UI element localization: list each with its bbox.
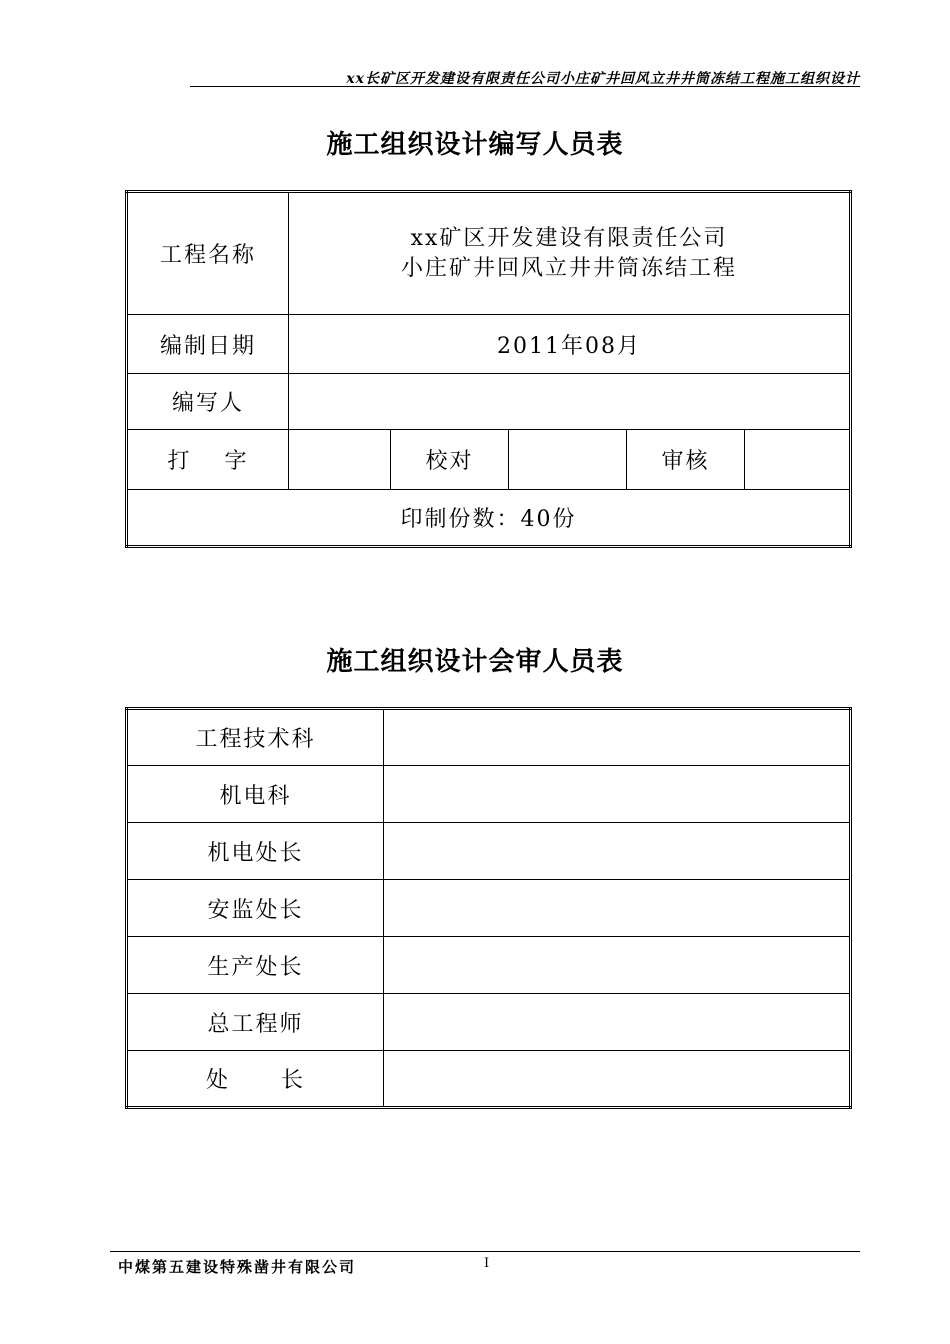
reviewer-row	[127, 880, 851, 937]
typing-row	[127, 430, 851, 490]
reviewer-label: 生产处长	[127, 937, 384, 994]
writer-value	[289, 374, 851, 430]
reviewer-row	[127, 709, 851, 766]
review-value	[745, 430, 851, 490]
compilers-table-title: 施工组织设计编写人员表	[326, 130, 624, 160]
reviewer-label: 处 长	[127, 1051, 384, 1108]
reviewers-table	[125, 707, 852, 1109]
project-name-value	[289, 192, 851, 315]
header-rule	[190, 86, 860, 87]
reviewer-row	[127, 823, 851, 880]
reviewer-signature	[384, 994, 851, 1051]
reviewer-signature	[384, 709, 851, 766]
reviewer-row	[127, 994, 851, 1051]
proofread-value	[509, 430, 627, 490]
reviewer-signature	[384, 766, 851, 823]
footer-rule	[110, 1251, 860, 1252]
page-number: I	[484, 1256, 490, 1271]
compilers-table	[125, 190, 852, 548]
reviewer-label: 安监处长	[127, 880, 384, 937]
running-header: xx长矿区开发建设有限责任公司小庄矿井回风立井井筒冻结工程施工组织设计	[346, 71, 860, 87]
date-value: 2011年08月	[289, 315, 851, 374]
typing-value	[289, 430, 391, 490]
reviewer-label: 工程技术科	[127, 709, 384, 766]
date-label: 编制日期	[127, 315, 289, 374]
reviewer-label: 总工程师	[127, 994, 384, 1051]
writer-label: 编写人	[127, 374, 289, 430]
reviewer-row	[127, 937, 851, 994]
writer-row	[127, 374, 851, 430]
reviewer-row	[127, 1051, 851, 1108]
project-name-label: 工程名称	[127, 192, 289, 315]
footer-company: 中煤第五建设特殊凿井有限公司	[118, 1258, 357, 1276]
reviewer-label: 机电处长	[127, 823, 384, 880]
reviewer-row	[127, 766, 851, 823]
project-name-line2: 小庄矿井回风立井井筒冻结工程	[401, 255, 738, 281]
project-name-row	[127, 192, 851, 315]
review-label: 审核	[627, 430, 745, 490]
reviewers-table-title: 施工组织设计会审人员表	[326, 647, 624, 677]
reviewer-label: 机电科	[127, 766, 384, 823]
project-name-line1: xx矿区开发建设有限责任公司	[410, 225, 728, 251]
reviewer-signature	[384, 823, 851, 880]
reviewer-signature	[384, 1051, 851, 1108]
copies-row	[127, 490, 851, 547]
reviewer-signature	[384, 937, 851, 994]
copies-text: 印制份数：40份	[127, 490, 851, 547]
date-row	[127, 315, 851, 374]
typing-label: 打 字	[127, 430, 289, 490]
proofread-label: 校对	[391, 430, 509, 490]
reviewer-signature	[384, 880, 851, 937]
